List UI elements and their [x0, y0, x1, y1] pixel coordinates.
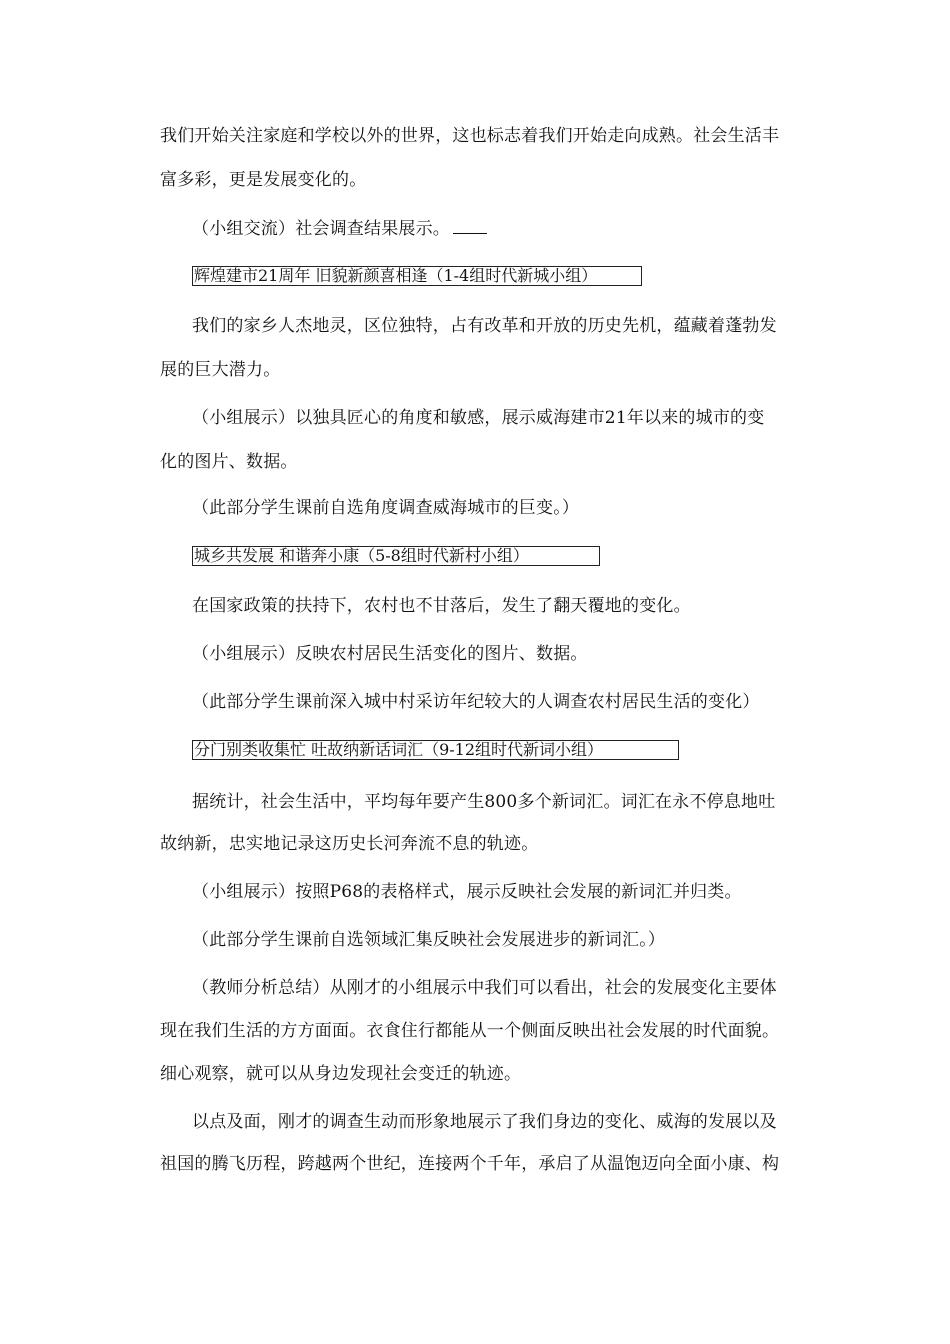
paragraph-line: （小组展示）反映农村居民生活变化的图片、数据。: [192, 644, 588, 664]
paragraph-line: 据统计，社会生活中，平均每年要产生800多个新词汇。词汇在永不停息地吐: [192, 792, 776, 812]
paragraph-line: 故纳新，忠实地记录这历史长河奔流不息的轨迹。: [160, 834, 539, 854]
paragraph-group-exchange: [192, 218, 832, 239]
paragraph-line: 化的图片、数据。: [160, 452, 298, 472]
paragraph-line: 富多彩，更是发展变化的。: [160, 170, 367, 190]
paragraph-line: （教师分析总结）从刚才的小组展示中我们可以看出，社会的发展变化主要体: [192, 978, 777, 998]
fill-blank-underline: [453, 218, 487, 234]
paragraph-line: （小组展示）以独具匠心的角度和敏感，展示威海建市21年以来的城市的变: [192, 408, 765, 428]
paragraph-line: （小组展示）按照P68的表格样式，展示反映社会发展的新词汇并归类。: [192, 882, 742, 902]
paragraph-note: （此部分学生课前自选角度调查威海城市的巨变。）: [192, 498, 580, 518]
paragraph-line: 我们的家乡人杰地灵，区位独特，占有改革和开放的历史先机，蕴藏着蓬勃发: [192, 316, 777, 336]
section-box-3: 分门别类收集忙 吐故纳新话词汇（9-12组时代新词小组）: [192, 740, 679, 760]
paragraph-line: 现在我们生活的方方面面。衣食住行都能从一个侧面反映出社会发展的时代面貌。: [160, 1021, 780, 1041]
paragraph-line: 在国家政策的扶持下，农村也不甘落后，发生了翻天覆地的变化。: [192, 596, 691, 616]
paragraph-line: 以点及面，刚才的调查生动而形象地展示了我们身边的变化、威海的发展以及: [192, 1112, 777, 1132]
paragraph-line: 祖国的腾飞历程，跨越两个世纪，连接两个千年，承启了从温饱迈向全面小康、构: [160, 1154, 780, 1174]
paragraph-line: 细心观察，就可以从身边发现社会变迁的轨迹。: [160, 1064, 522, 1084]
section-box-2: 城乡共发展 和谐奔小康（5-8组时代新村小组）: [192, 546, 600, 566]
paragraph-text: （小组交流）社会调查结果展示。: [192, 219, 450, 239]
section-box-1: 辉煌建市21周年 旧貌新颜喜相逢（1-4组时代新城小组）: [192, 266, 642, 286]
paragraph-note: （此部分学生课前自选领域汇集反映社会发展进步的新词汇。）: [192, 930, 666, 950]
paragraph-line: 我们开始关注家庭和学校以外的世界，这也标志着我们开始走向成熟。社会生活丰: [160, 126, 780, 146]
paragraph-line: 展的巨大潜力。: [160, 360, 281, 380]
paragraph-note: （此部分学生课前深入城中村采访年纪较大的人调查农村居民生活的变化）: [192, 692, 760, 712]
